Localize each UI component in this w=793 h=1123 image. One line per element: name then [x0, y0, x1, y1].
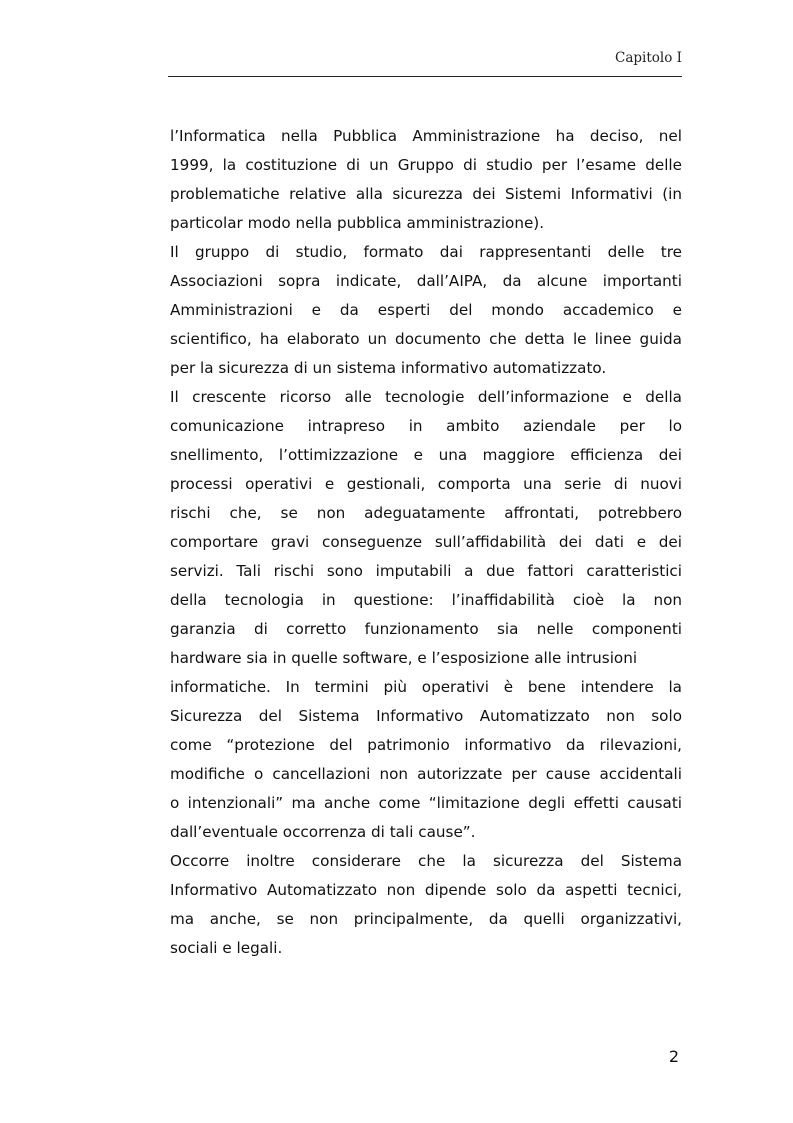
text-line: Il crescente ricorso alle tecnologie dell’informazione e della — [170, 388, 682, 406]
paragraph-4 — [170, 847, 682, 963]
text-line: problematiche relative alla sicurezza dei Sistemi Informativi (in — [170, 185, 682, 203]
text-line: rischi che, se non adeguatamente affrontati, potrebbero — [170, 504, 682, 522]
text-line: informatiche. In termini più operativi è bene intendere la — [170, 678, 682, 696]
text-line: Associazioni sopra indicate, dall’AIPA, da alcune importanti — [170, 272, 682, 290]
text-line: garanzia di corretto funzionamento sia nelle componenti — [170, 620, 682, 638]
page-header — [168, 44, 682, 77]
page-number: 2 — [668, 1047, 679, 1066]
text-line: Sicurezza del Sistema Informativo Automatizzato non solo — [170, 707, 682, 725]
text-line: Il gruppo di studio, formato dai rappresentanti delle tre — [170, 243, 682, 261]
text-line: o intenzionali” ma anche come “limitazione degli effetti causati — [170, 794, 682, 812]
text-line: Occorre inoltre considerare che la sicurezza del Sistema — [170, 852, 682, 870]
text-line: come “protezione del patrimonio informativo da rilevazioni, — [170, 736, 682, 754]
text-line: comunicazione intrapreso in ambito aziendale per lo — [170, 417, 682, 435]
body-text — [170, 122, 682, 963]
text-line: comportare gravi conseguenze sull’affidabilità dei dati e dei — [170, 533, 682, 551]
text-line: modifiche o cancellazioni non autorizzate per cause accidentali — [170, 765, 682, 783]
text-line: processi operativi e gestionali, comporta una serie di nuovi — [170, 475, 682, 493]
text-line: Amministrazioni e da esperti del mondo accademico e — [170, 301, 682, 319]
text-line: snellimento, l’ottimizzazione e una maggiore efficienza dei — [170, 446, 682, 464]
text-line: sociali e legali. — [170, 939, 283, 957]
paragraph-2 — [170, 238, 682, 383]
text-line: scientifico, ha elaborato un documento che detta le linee guida — [170, 330, 682, 348]
text-line: l’Informatica nella Pubblica Amministrazione ha deciso, nel — [170, 127, 682, 145]
text-line: hardware sia in quelle software, e l’esposizione alle intrusioni — [170, 649, 638, 667]
paragraph-1 — [170, 122, 682, 238]
text-line: 1999, la costituzione di un Gruppo di studio per l’esame delle — [170, 156, 682, 174]
text-line: servizi. Tali rischi sono imputabili a due fattori caratteristici — [170, 562, 682, 580]
chapter-label: Capitolo I — [615, 50, 682, 66]
text-line: dall’eventuale occorrenza di tali cause”. — [170, 823, 476, 841]
text-line: Informativo Automatizzato non dipende solo da aspetti tecnici, — [170, 881, 682, 899]
paragraph-3 — [170, 383, 682, 847]
text-line: particolar modo nella pubblica amministrazione). — [170, 214, 545, 232]
text-line: ma anche, se non principalmente, da quelli organizzativi, — [170, 910, 682, 928]
text-line: per la sicurezza di un sistema informativo automatizzato. — [170, 359, 607, 377]
text-line: della tecnologia in questione: l’inaffidabilità cioè la non — [170, 591, 682, 609]
